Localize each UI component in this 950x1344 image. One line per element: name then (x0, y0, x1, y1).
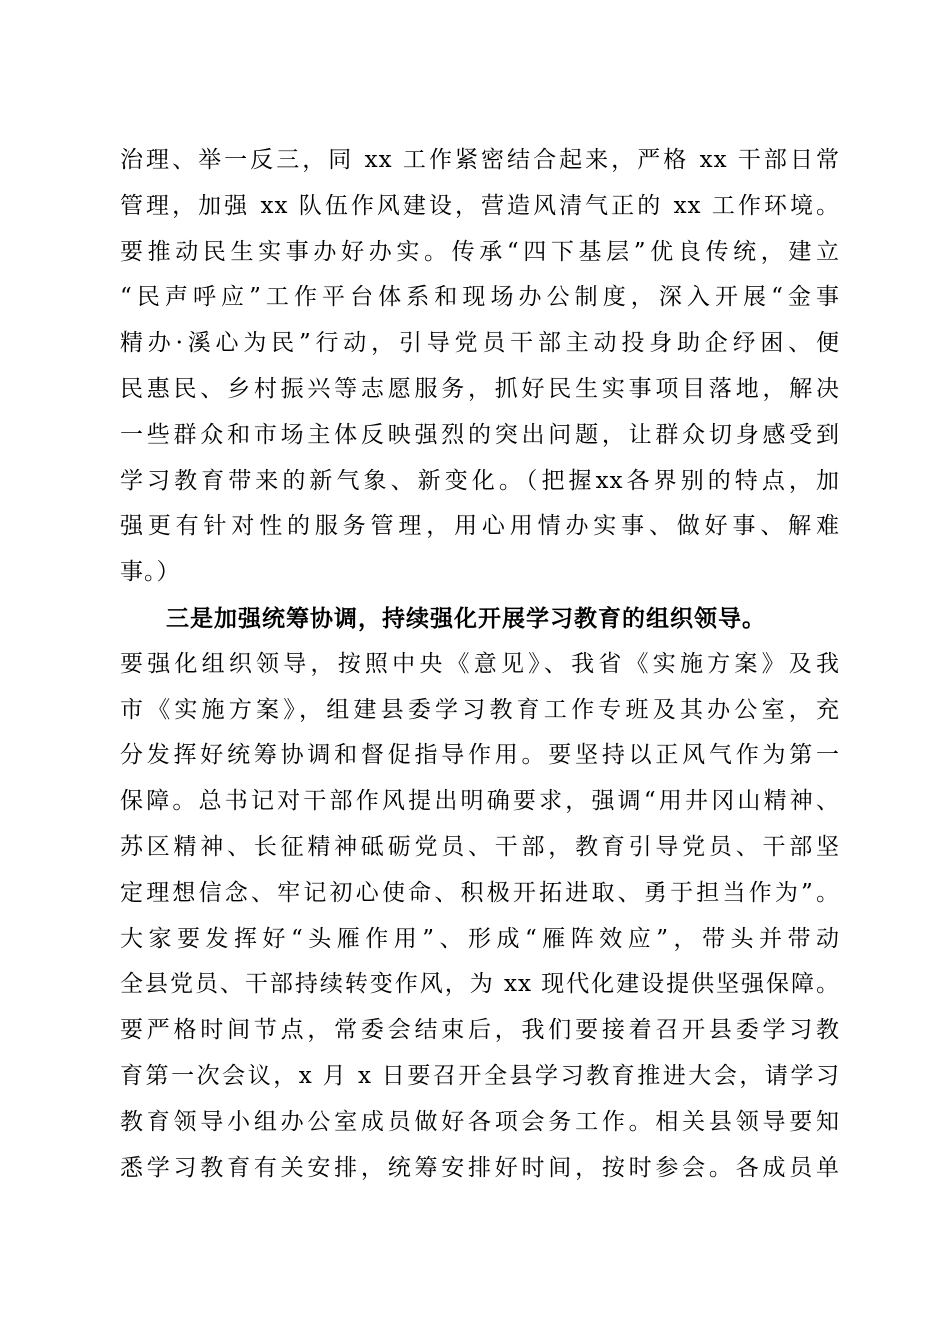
text-line: 学习教育带来的新气象、新变化。（把握xx各界别的特点，加 (120, 467, 840, 494)
text-line: 分发挥好统筹协调和督促指导作用。要坚持以正风气作为第一 (120, 742, 840, 769)
text-line: 一些群众和市场主体反映强烈的突出问题，让群众切身感受到 (120, 421, 840, 448)
text-line: 精办·溪心为民”行动，引导党员干部主动投身助企纾困、便 (120, 330, 840, 357)
text-line: 定理想信念、牢记初心使命、积极开拓进取、勇于担当作为”。 (120, 879, 840, 906)
text-line: 大家要发挥好“头雁作用”、形成“雁阵效应”，带头并带动 (120, 925, 840, 952)
text-line: 悉学习教育有关安排，统筹安排好时间，按时参会。各成员单 (120, 1154, 840, 1181)
text-line: 全县党员、干部持续转变作风，为 xx 现代化建设提供坚强保障。 (120, 971, 840, 998)
section-heading: 三是加强统筹协调，持续强化开展学习教育的组织领导。 (166, 604, 766, 632)
body-text (120, 138, 840, 1191)
text-line: 苏区精神、长征精神砥砺党员、干部，教育引导党员、干部坚 (120, 833, 840, 860)
text-line: “民声呼应”工作平台体系和现场办公制度，深入开展“金事 (120, 284, 840, 311)
text-line: 强更有针对性的服务管理，用心用情办实事、做好事、解难 (120, 513, 840, 540)
text-line: 市《实施方案》，组建县委学习教育工作专班及其办公室，充 (120, 696, 840, 723)
text-line: 保障。总书记对干部作风提出明确要求，强调“用井冈山精神、 (120, 788, 840, 815)
text-line: 要强化组织领导，按照中央《意见》、我省《实施方案》及我 (120, 650, 840, 677)
text-line: 民惠民、乡村振兴等志愿服务，抓好民生实事项目落地，解决 (120, 375, 840, 402)
text-line: 要推动民生实事办好办实。传承“四下基层”优良传统，建立 (120, 238, 840, 265)
text-line: 育第一次会议，x 月 x 日要召开全县学习教育推进大会，请学习 (120, 1062, 840, 1089)
text-line: 教育领导小组办公室成员做好各项会务工作。相关县领导要知 (120, 1108, 840, 1135)
text-line: 管理，加强 xx 队伍作风建设，营造风清气正的 xx 工作环境。 (120, 192, 840, 219)
text-line: 事。） (120, 559, 181, 586)
text-line: 要严格时间节点，常委会结束后，我们要接着召开县委学习教 (120, 1017, 840, 1044)
text-line: 治理、举一反三，同 xx 工作紧密结合起来，严格 xx 干部日常 (120, 147, 840, 173)
